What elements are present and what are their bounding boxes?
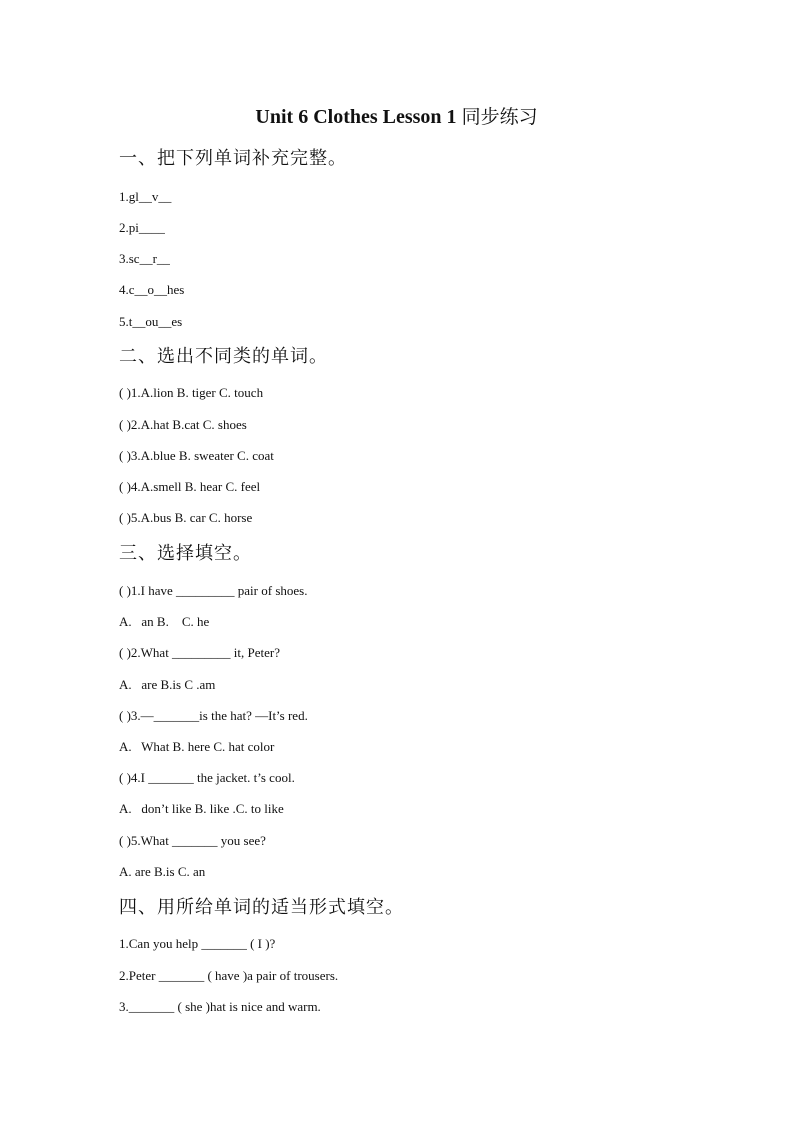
- section-3-item-8: A. don’t like B. like .C. to like: [119, 801, 284, 816]
- section-2-item-1: ( )1.A.lion B. tiger C. touch: [119, 385, 264, 400]
- section-2-item-4: ( )4.A.smell B. hear C. feel: [119, 479, 261, 494]
- section-3-item-3: ( )2.What _________ it, Peter?: [119, 645, 281, 660]
- section-1-item-1: 1.gl__v__: [119, 189, 172, 204]
- section-3-item-9: ( )5.What _______ you see?: [119, 833, 266, 848]
- section-3-item-1: ( )1.I have _________ pair of shoes.: [119, 583, 308, 598]
- section-3-item-7: ( )4.I _______ the jacket. t’s cool.: [119, 770, 295, 785]
- section-2-item-3: ( )3.A.blue B. sweater C. coat: [119, 448, 274, 463]
- title-chinese: 同步练习: [461, 106, 538, 128]
- section-2-item-2: ( )2.A.hat B.cat C. shoes: [119, 417, 247, 432]
- section-4-heading: 四、用所给单词的适当形式填空。: [119, 897, 404, 918]
- section-3-item-2: A. an B. C. he: [119, 614, 210, 629]
- section-1-item-4: 4.c__o__hes: [119, 282, 185, 297]
- section-4-item-3: 3._______ ( she )hat is nice and warm.: [119, 999, 321, 1014]
- section-2-heading: 二、选出不同类的单词。: [119, 346, 328, 367]
- section-3-heading: 三、选择填空。: [119, 543, 252, 564]
- section-4-item-2: 2.Peter _______ ( have )a pair of trousers.: [119, 968, 339, 983]
- section-1-item-2: 2.pi____: [119, 220, 165, 235]
- section-3-item-4: A. are B.is C .am: [119, 677, 216, 692]
- section-4-item-1: 1.Can you help _______ ( I )?: [119, 936, 276, 951]
- section-3-item-10: A. are B.is C. an: [119, 864, 206, 879]
- section-3-item-6: A. What B. here C. hat color: [119, 739, 275, 754]
- section-1-heading: 一、把下列单词补充完整。: [119, 148, 347, 169]
- title-english: Unit 6 Clothes Lesson 1: [255, 106, 462, 128]
- section-1-item-5: 5.t__ou__es: [119, 314, 183, 329]
- document-title: [0, 104, 793, 130]
- section-2-item-5: ( )5.A.bus B. car C. horse: [119, 510, 253, 525]
- section-1-item-3: 3.sc__r__: [119, 251, 170, 266]
- section-3-item-5: ( )3.—_______is the hat? —It’s red.: [119, 708, 308, 723]
